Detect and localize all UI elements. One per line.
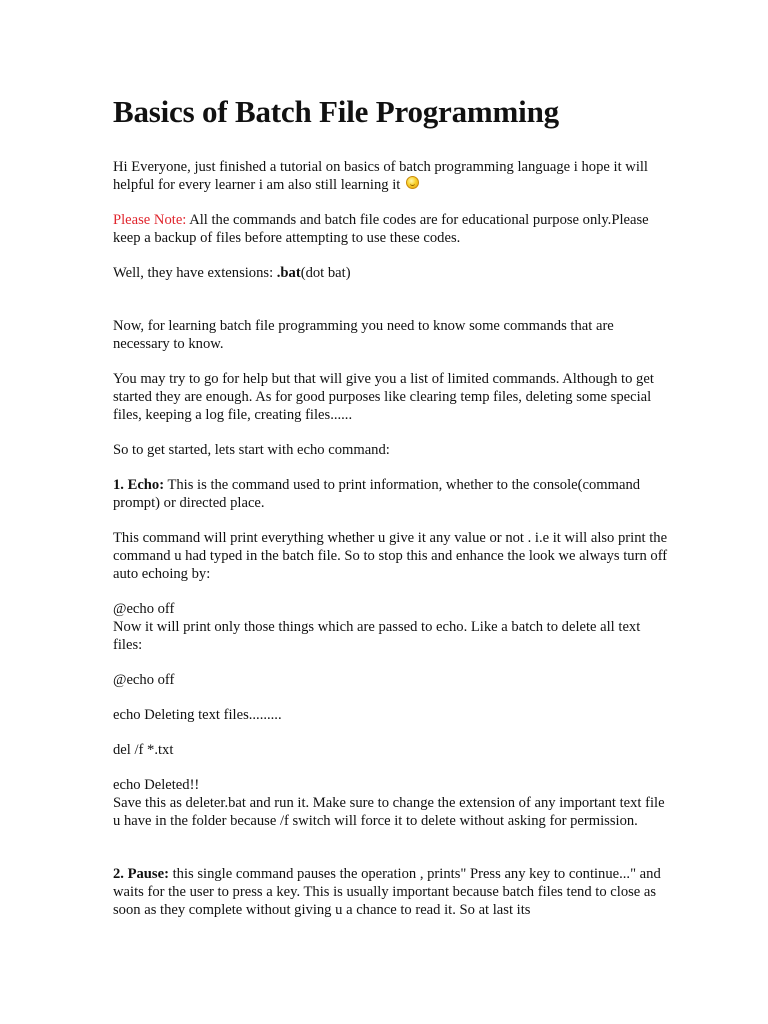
note-paragraph xyxy=(113,211,673,247)
document-page xyxy=(113,92,673,936)
echo-print-paragraph: This command will print everything whether u give it any value or not . i.e it will also print the command u had typed in the batch file. So to stop this and enhance the look we always turn off auto echoing by: xyxy=(113,530,668,582)
note-label: Please Note: xyxy=(113,212,187,228)
code-echo-deleted: echo Deleted!! xyxy=(113,777,200,793)
echo-text: This is the command used to print information, whether to the console(command prompt) or directed place. xyxy=(113,477,641,511)
smiley-icon xyxy=(406,176,419,189)
help-paragraph: You may try to go for help but that will give you a list of limited commands. Although to get started they are enough. As for good purposes like clearing temp files, deleting some special files, keeping a log file, creating files...... xyxy=(113,371,654,423)
intro-text: Hi Everyone, just finished a tutorial on basics of batch programming language i hope it will helpful for every learner i am also still learning it xyxy=(113,159,648,193)
learning-paragraph: Now, for learning batch file programming you need to know some commands that are necessary to know. xyxy=(113,318,614,352)
deleted-block xyxy=(113,776,673,830)
intro-paragraph xyxy=(113,158,673,194)
echo-heading: 1. Echo: xyxy=(113,477,165,493)
echo-paragraph xyxy=(113,476,673,512)
echo-off-block xyxy=(113,600,673,654)
extensions-paragraph xyxy=(113,264,673,282)
pause-paragraph xyxy=(113,865,673,919)
document-title: Basics of Batch File Programming xyxy=(113,94,559,129)
code-del: del /f *.txt xyxy=(113,742,174,758)
note-text: All the commands and batch file codes are for educational purpose only.Please keep a backup of files before attempting to use these codes. xyxy=(113,212,649,246)
pause-heading: 2. Pause: xyxy=(113,866,169,882)
extensions-bold: .bat xyxy=(276,265,301,281)
pause-text: this single command pauses the operation , prints" Press any key to continue..." and waits for the user to press a key. This is usually important because batch files tend to close as soon as they complete without giving u a chance to read it. So at last its xyxy=(113,866,661,918)
code-echo-deleting: echo Deleting text files......... xyxy=(113,707,282,723)
start-paragraph: So to get started, lets start with echo command: xyxy=(113,442,390,458)
extensions-prefix: Well, they have extensions: xyxy=(113,265,277,281)
extensions-suffix: (dot bat) xyxy=(300,265,351,281)
code-echo-off-1: @echo off xyxy=(113,601,175,617)
code-echo-off-2: @echo off xyxy=(113,672,175,688)
now-print-text: Now it will print only those things which are passed to echo. Like a batch to delete all text files: xyxy=(113,619,641,653)
save-text: Save this as deleter.bat and run it. Make sure to change the extension of any important text file u have in the folder because /f switch will force it to delete without asking for permission. xyxy=(113,795,665,829)
